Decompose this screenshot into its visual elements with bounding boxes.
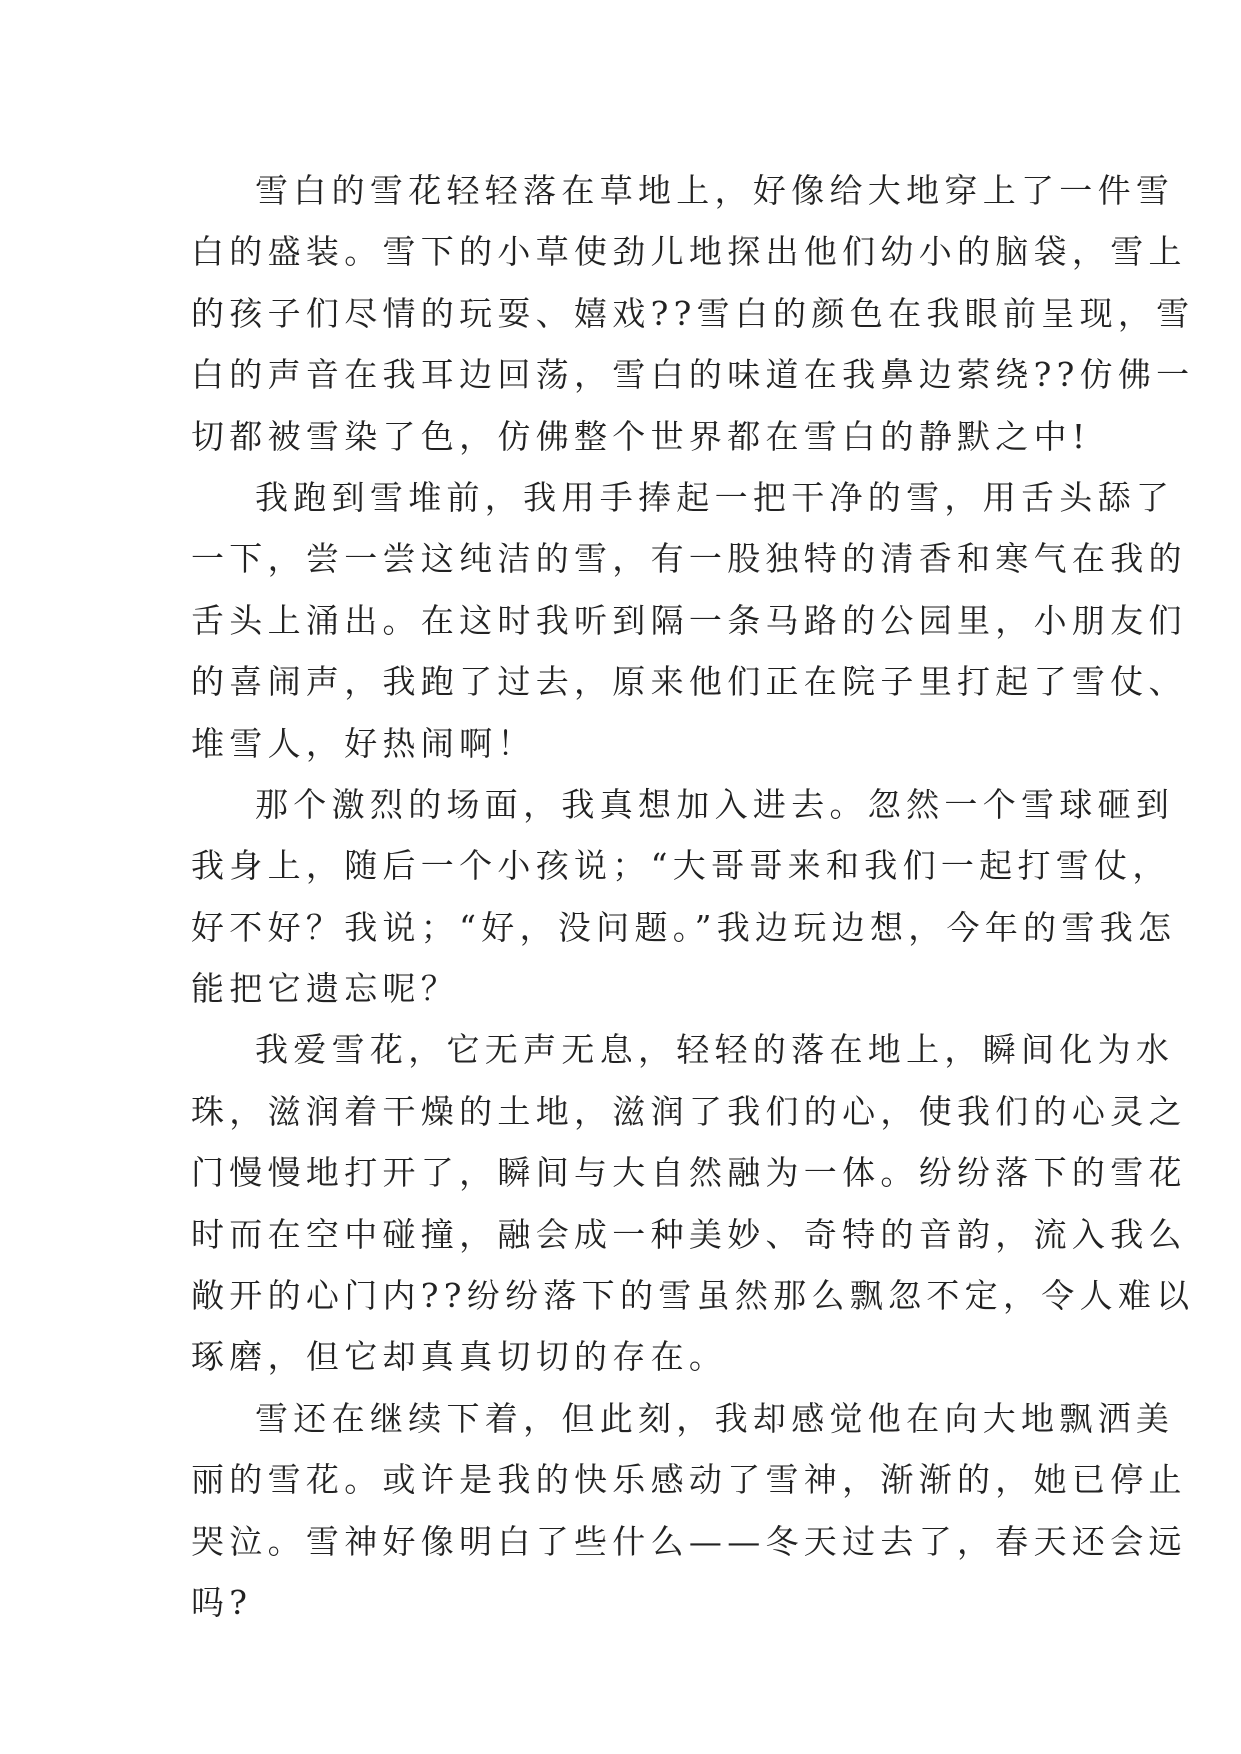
- text-line: 吗?: [191, 1582, 253, 1622]
- text-line: 哭泣。雪神好像明白了些什么——冬天过去了，春天还会远: [191, 1521, 1187, 1561]
- text-line: 时而在空中碰撞，融会成一种美妙、奇特的音韵，流入我么: [191, 1214, 1187, 1254]
- text-line: 能把它遗忘呢？: [191, 969, 460, 1009]
- text-line: 一下，尝一尝这纯洁的雪，有一股独特的清香和寒气在我的: [191, 539, 1187, 579]
- text-line: 白的盛装。雪下的小草使劲儿地探出他们幼小的脑袋，雪上: [191, 232, 1187, 272]
- text-line: 丽的雪花。或许是我的快乐感动了雪神，渐渐的，她已停止: [191, 1460, 1187, 1500]
- document-body: [191, 160, 1195, 1633]
- text-line: 好不好？我说；“好，没问题。”我边玩边想，今年的雪我怎: [191, 907, 1177, 947]
- text-line: 门慢慢地打开了，瞬间与大自然融为一体。纷纷落下的雪花: [191, 1153, 1187, 1193]
- text-line: 舌头上涌出。在这时我听到隔一条马路的公园里，小朋友们: [191, 600, 1187, 640]
- text-line: 白的声音在我耳边回荡，雪白的味道在我鼻边萦绕??仿佛一: [191, 355, 1195, 395]
- text-line: 敞开的心门内??纷纷落下的雪虽然那么飘忽不定，令人难以: [191, 1276, 1195, 1316]
- text-line: 雪还在继续下着，但此刻，我却感觉他在向大地飘洒美: [255, 1398, 1175, 1438]
- text-line: 我跑到雪堆前，我用手捧起一把干净的雪，用舌头舔了: [255, 477, 1175, 517]
- text-line: 那个激烈的场面，我真想加入进去。忽然一个雪球砸到: [255, 784, 1175, 824]
- text-line: 雪白的雪花轻轻落在草地上，好像给大地穿上了一件雪: [255, 171, 1175, 210]
- text-line: 的孩子们尽情的玩耍、嬉戏??雪白的颜色在我眼前呈现，雪: [191, 293, 1195, 333]
- text-line: 珠，滋润着干燥的土地，滋润了我们的心，使我们的心灵之: [191, 1091, 1187, 1131]
- text-line: 堆雪人，好热闹啊！: [191, 723, 536, 763]
- text-line: 我身上，随后一个小孩说；“大哥哥来和我们一起打雪仗，: [191, 846, 1171, 886]
- text-line: 的喜闹声，我跑了过去，原来他们正在院子里打起了雪仗、: [191, 662, 1187, 702]
- text-line: 琢磨，但它却真真切切的存在。: [191, 1337, 728, 1377]
- text-line: 切都被雪染了色，仿佛整个世界都在雪白的静默之中!: [191, 416, 1091, 456]
- text-line: 我爱雪花，它无声无息，轻轻的落在地上，瞬间化为水: [255, 1030, 1175, 1070]
